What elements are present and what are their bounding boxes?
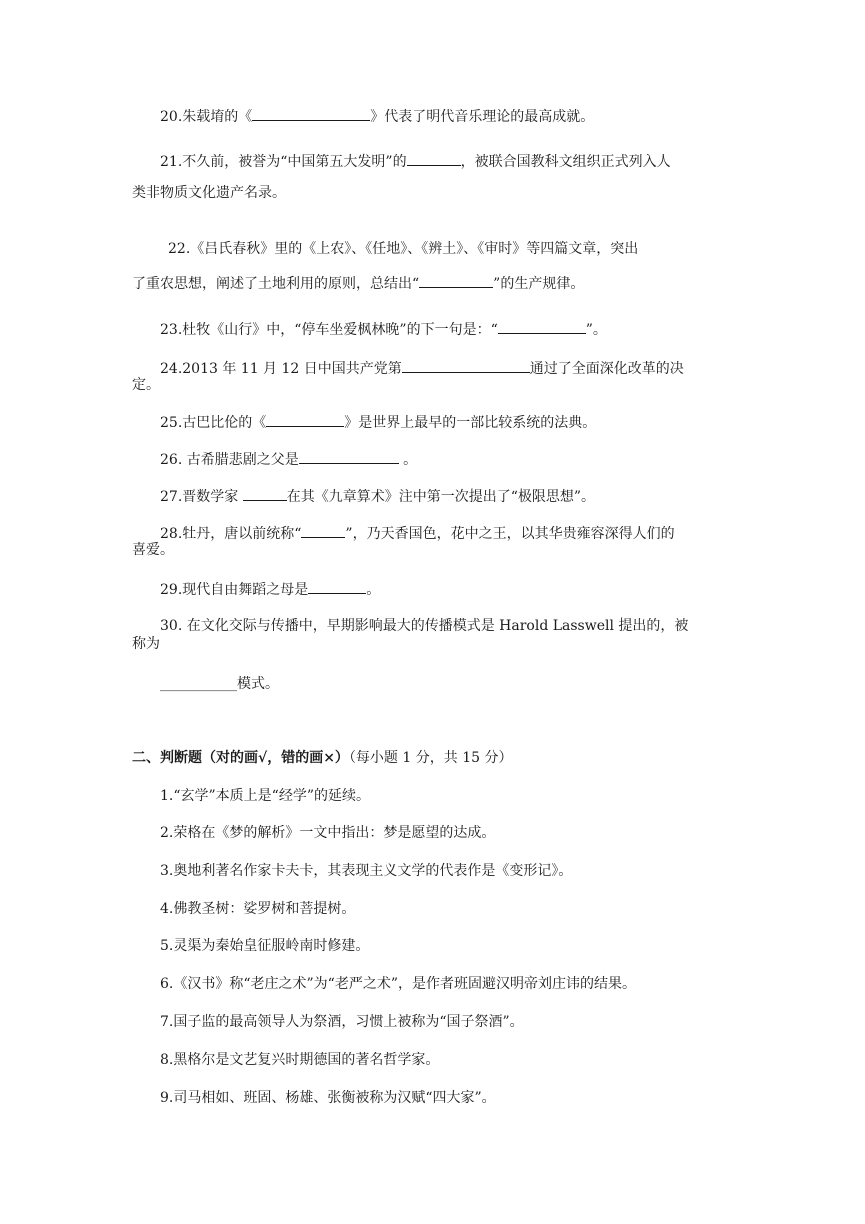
- question-23: 23.杜牧《山行》中，“停车坐爱枫林晚”的下一句是：“ ”。: [160, 318, 607, 340]
- list-item: 4.佛教圣树：娑罗树和菩提树。: [160, 901, 356, 917]
- list-item: 7.国子监的最高领导人为祭酒，习惯上被称为“国子祭酒”。: [160, 1014, 524, 1030]
- question-29: 29.现代自由舞蹈之母是 。: [160, 578, 380, 600]
- section-title: 二、判断题（对的画√，错的画×）: [132, 750, 349, 766]
- answer-blank[interactable]: [243, 485, 287, 501]
- list-item: 6.《汉书》称“老庄之术”为“老严之术”，是作者班固避汉明帝刘庄讳的结果。: [160, 976, 636, 992]
- answer-blank[interactable]: [252, 105, 370, 121]
- answer-blank[interactable]: [308, 578, 366, 594]
- question-30: 30. 在文化交际与传播中，早期影响最大的传播模式是 Harold Lasswell 提出的，被: [160, 618, 689, 634]
- question-21-cont: 类非物质文化遗产名录。: [132, 185, 286, 201]
- question-22: 22.《吕氏春秋》里的《上农》、《任地》、《辨土》、《审时》等四篇文章，突出: [168, 241, 639, 257]
- question-30-cont: 称为: [132, 636, 160, 652]
- answer-blank[interactable]: [498, 318, 586, 334]
- question-21: 21.不久前，被誉为“中国第五大发明”的 ，被联合国教科文组织正式列入人: [160, 150, 671, 172]
- question-30-answer-line: ___________模式。: [160, 676, 279, 692]
- list-item: 3.奥地利著名作家卡夫卡，其表现主义文学的代表作是《变形记》。: [160, 863, 573, 879]
- question-24-cont: 定。: [132, 377, 160, 393]
- list-item: 8.黑格尔是文艺复兴时期德国的著名哲学家。: [160, 1052, 440, 1068]
- question-20: 20.朱载堉的《 》代表了明代音乐理论的最高成就。: [160, 105, 594, 127]
- section-heading: [132, 748, 512, 768]
- list-item: 5.灵渠为秦始皇征服岭南时修建。: [160, 938, 370, 954]
- answer-blank[interactable]: [301, 522, 345, 538]
- question-28: 28.牡丹，唐以前统称“ ”，乃天香国色，花中之王，以其华贵雍容深得人们的: [160, 522, 675, 544]
- question-25: 25.古巴比伦的《 》是世界上最早的一部比较系统的法典。: [160, 411, 596, 433]
- answer-blank[interactable]: [407, 150, 461, 166]
- question-22-cont: 了重农思想，阐述了土地利用的原则，总结出“ ”的生产规律。: [132, 272, 584, 294]
- list-item: 9.司马相如、班固、杨雄、张衡被称为汉赋“四大家”。: [160, 1090, 496, 1106]
- answer-blank[interactable]: [299, 448, 399, 464]
- list-item: 1.“玄学”本质上是“经学”的延续。: [160, 788, 370, 804]
- answer-blank[interactable]: [402, 357, 530, 373]
- question-27: 27.晋数学家 在其《九章算术》注中第一次提出了“极限思想”。: [160, 485, 595, 507]
- question-26: 26. 古希腊悲剧之父是 。: [160, 448, 417, 470]
- list-item: 2.荣格在《梦的解析》一文中指出：梦是愿望的达成。: [160, 825, 496, 841]
- question-24: 24.2013 年 11 月 12 日中国共产党第 通过了全面深化改革的决: [160, 357, 684, 379]
- section-note: （每小题 1 分，共 15 分）: [348, 750, 513, 766]
- answer-blank[interactable]: [266, 411, 344, 427]
- answer-blank[interactable]: [419, 272, 493, 288]
- question-28-cont: 喜爱。: [132, 542, 174, 558]
